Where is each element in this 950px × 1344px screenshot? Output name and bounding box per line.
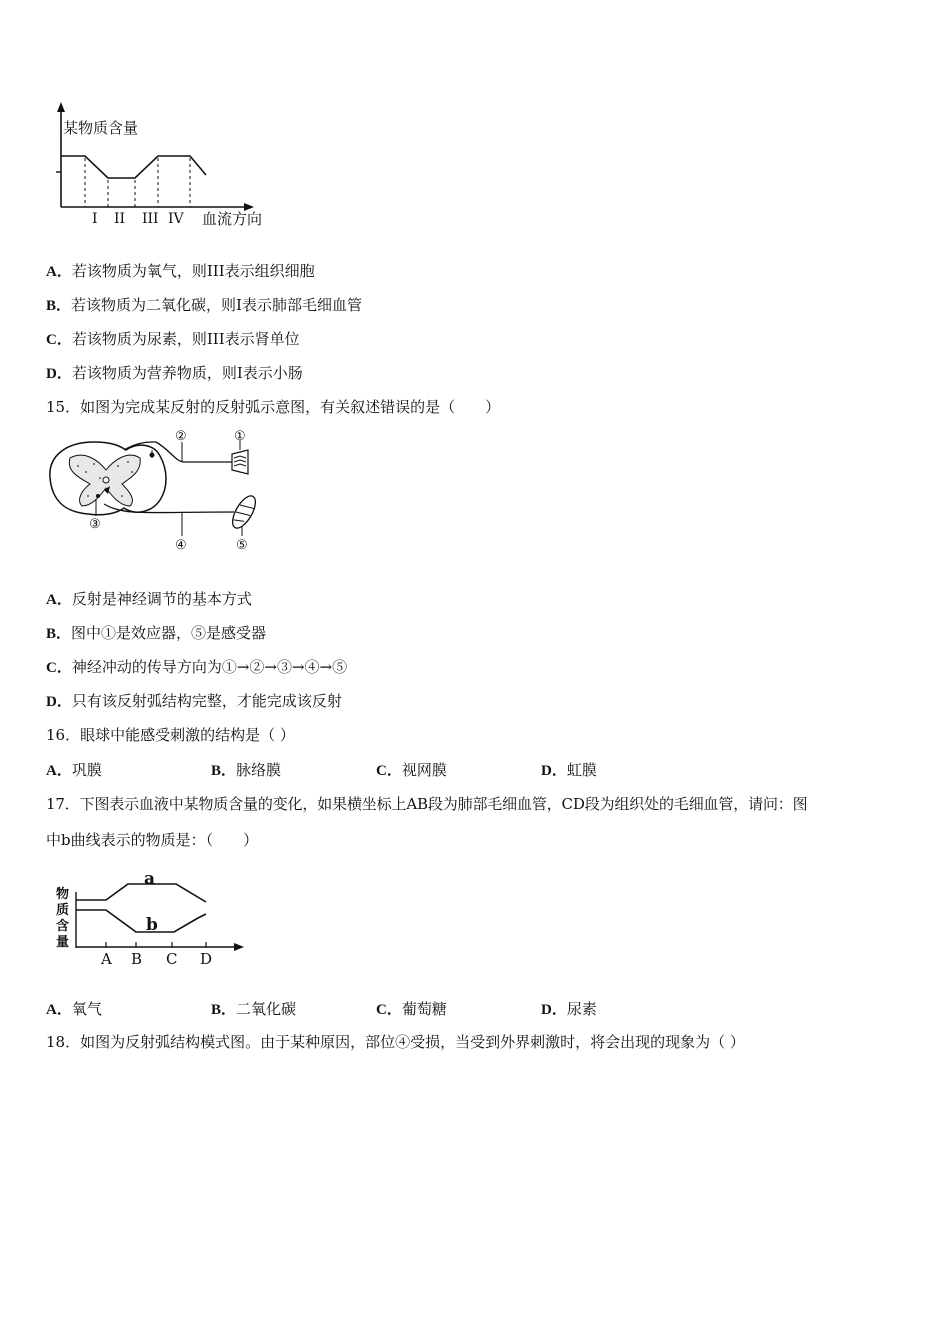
y-axis-arrow <box>57 102 65 112</box>
q14-figure <box>50 100 290 230</box>
tick-label: III <box>142 211 159 227</box>
q16-option-a: A．巩膜 <box>46 761 102 779</box>
tick-label: D <box>200 950 213 968</box>
q16-option-b: B．脉络膜 <box>211 761 282 779</box>
tick-label: I <box>92 211 98 227</box>
y-label-char: 物 <box>56 887 70 902</box>
q15-option-c: C．神经冲动的传导方向为①→②→③→④→⑤ <box>46 658 348 676</box>
tick-label: B <box>131 950 143 968</box>
q16-option-c: C．视网膜 <box>376 761 447 779</box>
q15-reflex-arc-figure <box>44 426 274 556</box>
curve-b-label: b <box>146 915 158 935</box>
tick-label: IV <box>168 211 184 227</box>
y-axis-label: 某物质含量 <box>63 119 139 137</box>
q15-option-d: D．只有该反射弧结构完整，才能完成该反射 <box>46 692 342 710</box>
q16-options <box>46 760 706 781</box>
q15-option-a: A．反射是神经调节的基本方式 <box>46 590 252 608</box>
q17-stem-line2: 中b曲线表示的物质是：（ ） <box>46 831 259 849</box>
q14-option-c: C．若该物质为尿素，则III表示肾单位 <box>46 330 300 348</box>
x-axis-label: 血流方向 <box>202 210 263 228</box>
q17-option-a: A．氧气 <box>46 1000 102 1018</box>
y-label-char: 质 <box>56 903 70 918</box>
q17-option-d: D．尿素 <box>541 1000 597 1018</box>
tick-label: II <box>114 211 126 227</box>
q17-option-c: C．葡萄糖 <box>376 1000 447 1018</box>
q16-option-d: D．虹膜 <box>541 761 597 779</box>
curve-a <box>76 884 206 902</box>
q18-stem: 18．如图为反射弧结构模式图。由于某种原因，部位④受损，当受到外界刺激时，将会出现的现象为（ ） <box>46 1033 745 1051</box>
q14-option-a: A．若该物质为氧气，则III表示组织细胞 <box>46 262 315 280</box>
q17-stem-line1: 17．下图表示血液中某物质含量的变化，如果横坐标上AB段为肺部毛细血管，CD段为组织处的毛细血管，请问：图 <box>46 795 808 813</box>
curve-b <box>76 910 206 932</box>
label-1: ① <box>234 429 246 444</box>
x-axis-arrow <box>234 943 244 951</box>
q17-options <box>46 999 706 1020</box>
label-2: ② <box>175 429 187 444</box>
q15-option-b: B．图中①是效应器，⑤是感受器 <box>46 624 267 642</box>
q15-stem: 15．如图为完成某反射的反射弧示意图，有关叙述错误的是（ ） <box>46 398 501 416</box>
label-4: ④ <box>175 538 187 553</box>
content-curve <box>61 156 206 178</box>
y-label-char: 含 <box>56 919 70 934</box>
y-label-char: 量 <box>56 935 70 950</box>
q16-stem: 16．眼球中能感受刺激的结构是（ ） <box>46 726 295 744</box>
q14-option-d: D．若该物质为营养物质，则I表示小肠 <box>46 364 303 382</box>
q17-option-b: B．二氧化碳 <box>211 1000 297 1018</box>
label-3: ③ <box>89 517 101 532</box>
label-5: ⑤ <box>236 538 248 553</box>
q17-figure <box>46 862 256 972</box>
tick-label: A <box>101 950 112 968</box>
curve-a-label: a <box>144 869 156 889</box>
tick-label: C <box>166 950 178 968</box>
q14-option-b: B．若该物质为二氧化碳，则I表示肺部毛细血管 <box>46 296 362 314</box>
